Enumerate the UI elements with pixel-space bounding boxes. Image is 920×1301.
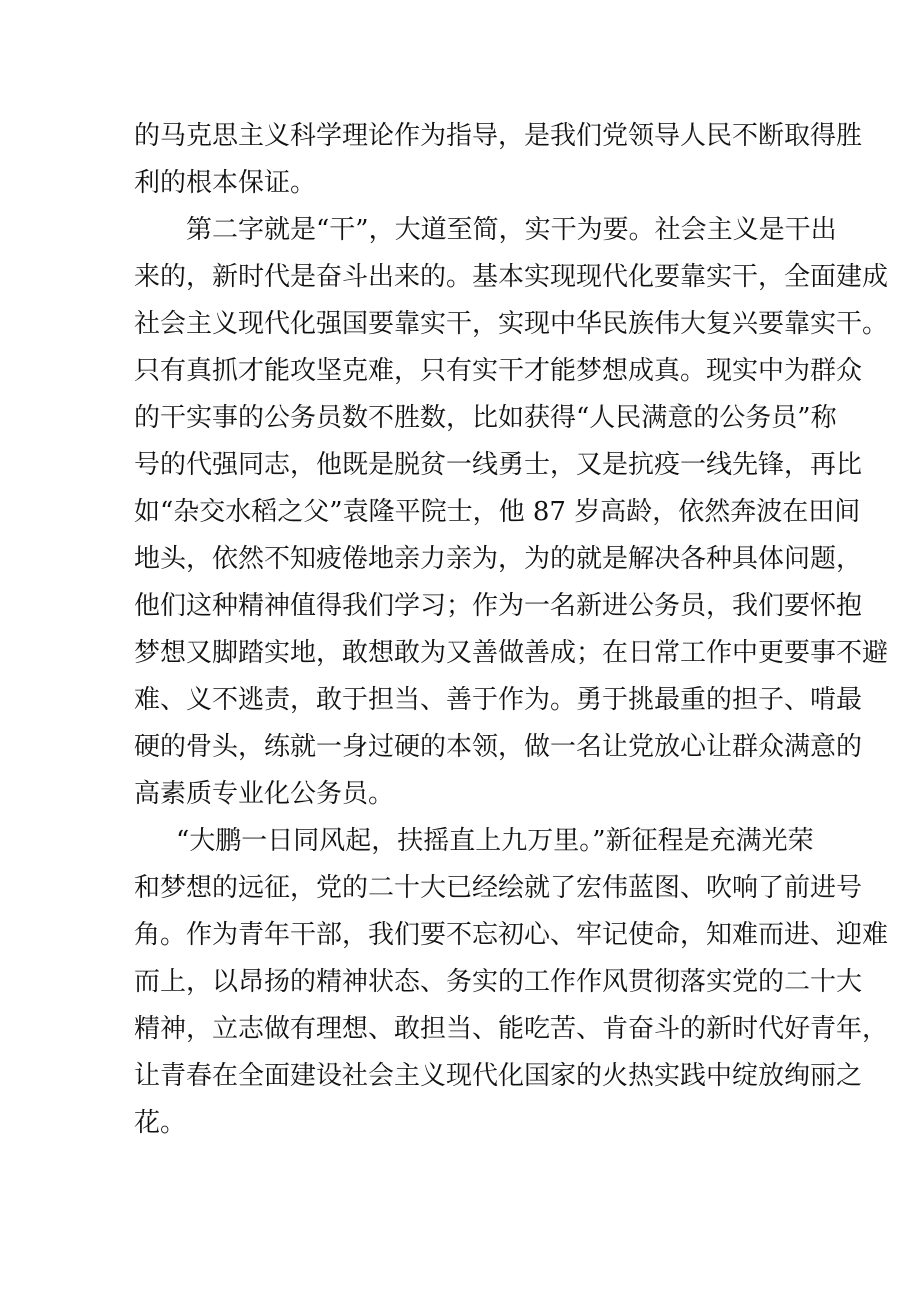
paragraph-2-line-9: 他们这种精神值得我们学习；作为一名新进公务员，我们要怀抱 — [134, 591, 863, 621]
paragraph-2-line-5: 的干实事的公务员数不胜数，比如获得“人民满意的公务员”称 — [134, 403, 837, 433]
paragraph-2-line-6: 号的代强同志，他既是脱贫一线勇士，又是抗疫一线先锋，再比 — [134, 450, 863, 480]
paragraph-1-line-1: 的马克思主义科学理论作为指导，是我们党领导人民不断取得胜 — [134, 121, 863, 151]
paragraph-1-line-2: 利的根本保证。 — [134, 168, 317, 198]
paragraph-3-line-7: 花。 — [134, 1108, 187, 1138]
paragraph-3-line-1: “大鹏一日同风起，扶摇直上九万里。”新征程是充满光荣 — [176, 826, 814, 856]
paragraph-2-line-8: 地头，依然不知疲倦地亲力亲为，为的就是解决各种具体问题， — [134, 544, 863, 574]
paragraph-3-line-6: 让青春在全面建设社会主义现代化国家的火热实践中绽放绚丽之 — [134, 1061, 863, 1091]
paragraph-3-line-2: 和梦想的远征，党的二十大已经绘就了宏伟蓝图、吹响了前进号 — [134, 873, 863, 903]
paragraph-2-line-10: 梦想又脚踏实地，敢想敢为又善做善成；在日常工作中更要事不避 — [134, 638, 889, 668]
paragraph-2-line-11: 难、义不逃责，敢于担当、善于作为。勇于挑最重的担子、啃最 — [134, 685, 863, 715]
paragraph-2-line-4: 只有真抓才能攻坚克难，只有实干才能梦想成真。现实中为群众 — [134, 356, 863, 386]
paragraph-3-line-4: 而上，以昂扬的精神状态、务实的工作作风贯彻落实党的二十大 — [134, 967, 863, 997]
paragraph-2-line-2: 来的，新时代是奋斗出来的。基本实现现代化要靠实干，全面建成 — [134, 262, 889, 292]
paragraph-2-line-7: 如“杂交水稻之父”袁隆平院士，他 87 岁高龄，依然奔波在田间 — [134, 497, 861, 527]
paragraph-2-line-1: 第二字就是“干”，大道至简，实干为要。社会主义是干出 — [186, 215, 837, 245]
paragraph-2-line-12: 硬的骨头，练就一身过硬的本领，做一名让党放心让群众满意的 — [134, 732, 863, 762]
paragraph-3-line-3: 角。作为青年干部，我们要不忘初心、牢记使命，知难而进、迎难 — [134, 920, 889, 950]
paragraph-3-line-5: 精神，立志做有理想、敢担当、能吃苦、肯奋斗的新时代好青年， — [134, 1014, 889, 1044]
paragraph-2-line-13: 高素质专业化公务员。 — [134, 779, 395, 809]
paragraph-2-line-3: 社会主义现代化强国要靠实干，实现中华民族伟大复兴要靠实干。 — [134, 309, 889, 339]
